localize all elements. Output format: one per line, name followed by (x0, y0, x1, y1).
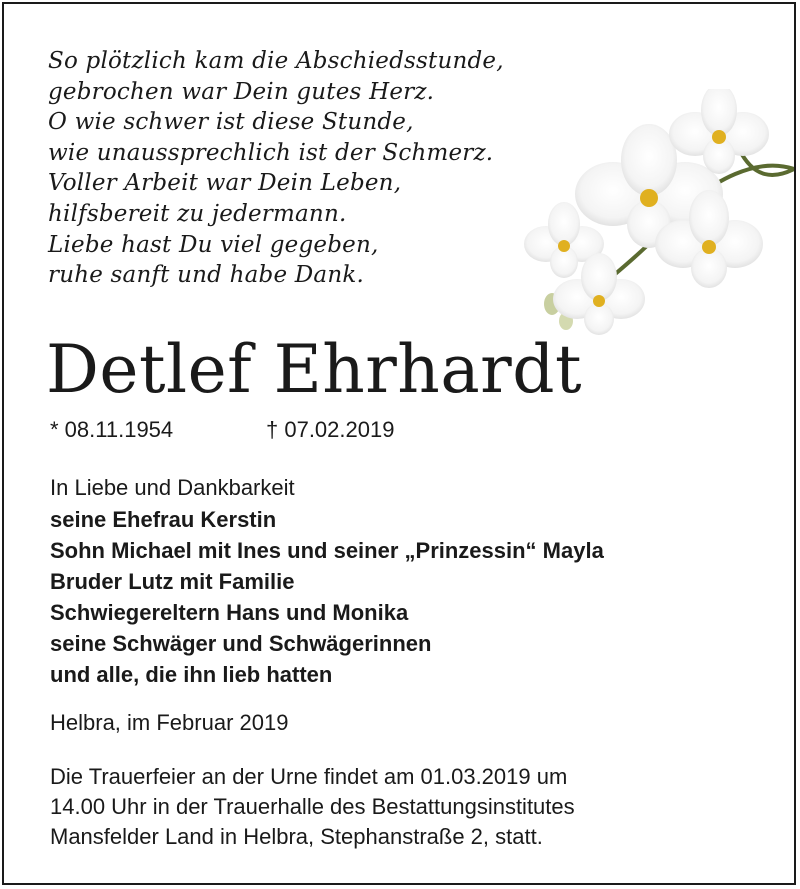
ceremony-line: 14.00 Uhr in der Trauerhalle des Bestattungsinstitutes (50, 794, 575, 819)
mourners-list (50, 504, 604, 690)
mourner-line: Sohn Michael mit Ines und seiner „Prinzessin“ Mayla (50, 538, 604, 563)
ceremony-info (50, 762, 575, 852)
mourner-line: Schwiegereltern Hans und Monika (50, 600, 409, 625)
death-date: † 07.02.2019 (266, 417, 395, 442)
poem-line: Liebe hast Du viel gegeben, (48, 231, 379, 258)
birth-date: * 08.11.1954 (50, 417, 174, 442)
ceremony-line: Die Trauerfeier an der Urne findet am 01.03.2019 um (50, 764, 568, 789)
poem-line: So plötzlich kam die Abschiedsstunde, (48, 48, 504, 74)
mourner-line: und alle, die ihn lieb hatten (50, 662, 333, 687)
mourners-intro: In Liebe und Dankbarkeit (50, 475, 295, 500)
poem-line: wie unaussprechlich ist der Schmerz. (48, 139, 494, 166)
orchid-icon (524, 89, 796, 339)
poem-line: Voller Arbeit war Dein Leben, (48, 170, 402, 197)
deceased-name: Detlef Ehrhardt (46, 331, 582, 408)
poem-line: gebrochen war Dein gutes Herz. (48, 78, 435, 105)
poem-line: hilfsbereit zu jedermann. (48, 200, 347, 227)
life-dates (50, 416, 395, 444)
mourner-line: seine Schwäger und Schwägerinnen (50, 631, 432, 656)
memorial-poem (48, 46, 504, 291)
poem-line: O wie schwer ist diese Stunde, (48, 109, 414, 136)
mourner-line: seine Ehefrau Kerstin (50, 507, 277, 532)
obituary-notice (2, 2, 796, 885)
ceremony-line: Mansfelder Land in Helbra, Stephanstraße 2, statt. (50, 824, 543, 849)
mourner-line: Bruder Lutz mit Familie (50, 569, 295, 594)
poem-line: ruhe sanft und habe Dank. (48, 262, 364, 289)
place-date: Helbra, im Februar 2019 (50, 710, 289, 735)
